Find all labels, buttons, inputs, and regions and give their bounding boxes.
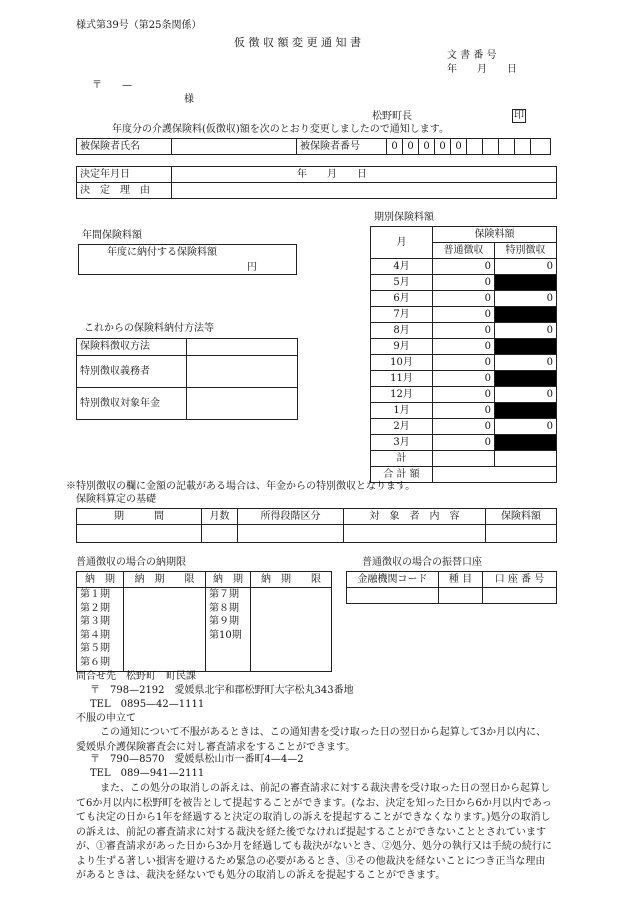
month-row	[371, 435, 557, 451]
basis-table	[76, 508, 557, 543]
insured-table	[76, 138, 551, 155]
month-row	[371, 275, 557, 291]
month-row	[371, 387, 557, 403]
deadlines-table	[76, 571, 332, 672]
month-label: 4月	[371, 259, 433, 275]
special-obligor-value	[187, 356, 298, 388]
postal-mark: 〒 —	[92, 80, 132, 91]
decision-reason-label: 決 定 理 由	[77, 183, 172, 199]
normal-amount: 0	[433, 291, 495, 307]
special-amount: 0	[495, 259, 557, 275]
basis-cell	[486, 525, 557, 543]
month-label: 6月	[371, 291, 433, 307]
special-note: ※特別徴収の欄に金額の記載がある場合は、年金からの特別徴収となります。	[66, 481, 416, 492]
normal-amount: 0	[433, 403, 495, 419]
insured-number-digit	[531, 139, 551, 155]
annual-heading: 年間保険料額	[82, 230, 142, 241]
normal-amount: 0	[433, 419, 495, 435]
basis-header-months: 月数	[202, 509, 238, 525]
annual-unit: 円	[247, 262, 257, 273]
insured-number-digit: 0	[451, 139, 467, 155]
normal-amount: 0	[433, 387, 495, 403]
month-label: 3月	[371, 435, 433, 451]
contact-line2: 〒 798—2192 愛媛県北宇和郡松野町大字松丸343番地	[90, 685, 354, 696]
deadline-terms-right	[206, 588, 251, 672]
basis-header-premium: 保険料額	[486, 509, 557, 525]
special-header: 特別徴収	[495, 243, 557, 259]
deadline-term: 第４期	[80, 629, 110, 641]
account-heading: 普通徴収の場合の振替口座	[362, 557, 482, 568]
normal-amount: 0	[433, 259, 495, 275]
insured-number-digit	[483, 139, 499, 155]
month-row	[371, 307, 557, 323]
premium-header: 保険料額	[433, 227, 557, 243]
special-amount: 0	[495, 387, 557, 403]
month-label: 5月	[371, 275, 433, 291]
deadline-terms-left	[77, 588, 124, 672]
basis-cell	[344, 525, 486, 543]
deadline-header-term: 納 期	[206, 572, 251, 588]
basis-cell	[238, 525, 344, 543]
deadline-header-term: 納 期	[77, 572, 124, 588]
insured-name-value	[172, 139, 297, 155]
deadline-header-date: 納 期 限	[124, 572, 206, 588]
special-amount	[495, 371, 557, 387]
collection-method-value	[187, 339, 298, 356]
month-label: 7月	[371, 307, 433, 323]
month-label: 11月	[371, 371, 433, 387]
decision-reason-value	[172, 183, 557, 199]
payment-method-table	[76, 338, 298, 420]
special-pension-label: 特別徴収対象年金	[77, 388, 187, 420]
special-amount: 0	[495, 323, 557, 339]
account-cell	[347, 588, 439, 604]
normal-amount: 0	[433, 339, 495, 355]
objection-paragraph2: また、この処分の取消しの訴えは、前記の審査請求に対する裁決書を受け取った日の翌日から起算して6か月以内に松野町を被告として提起することができます。(なお、決定を知った日から6か月以内であっても決定の日から1年を経過すると決定の取消しの訴えを提起することができなくなります。)処分の取消しの訴えは、前記の審査請求に対する裁決を経た後でなければ提起することができないこととされていますが、①審査請求があった日から3か月を経過しても裁決がないとき、②処分、処分の執行又は手続の続行により生ずる著しい損害を避けるため緊急の必要があるとき、③その他裁決を経ないことにつき正当な理由があるときは、裁決を経ないでも処分の取消しの訴えを提起することができます。	[76, 783, 552, 881]
special-amount	[495, 339, 557, 355]
objection-addr2: TEL 089—941—2111	[90, 768, 205, 779]
normal-amount: 0	[433, 307, 495, 323]
insured-number-digit: 0	[435, 139, 451, 155]
month-label: 1月	[371, 403, 433, 419]
payment-method-heading: これからの保険料納付方法等	[84, 323, 214, 334]
subtotal-special	[495, 451, 557, 467]
month-label: 8月	[371, 323, 433, 339]
month-row	[371, 323, 557, 339]
insured-number-digit	[515, 139, 531, 155]
insured-number-digit: 0	[403, 139, 419, 155]
deadline-term: 第８期	[209, 602, 239, 614]
issuer: 松野町長	[372, 111, 412, 122]
document-title: 仮 徴 収 額 変 更 通 知 書	[234, 36, 361, 49]
normal-amount: 0	[433, 355, 495, 371]
annual-label: 年度に納付する保険料額	[107, 247, 217, 258]
insured-number-digit	[467, 139, 483, 155]
special-pension-value	[187, 388, 298, 420]
account-cell	[439, 588, 483, 604]
insured-number-label: 被保険者番号	[297, 139, 387, 155]
decision-table	[76, 166, 557, 199]
deadline-dates-right	[251, 588, 332, 672]
decision-date-label: 決定年月日	[77, 167, 172, 183]
special-amount	[495, 307, 557, 323]
special-amount: 0	[495, 419, 557, 435]
sama-label: 様	[184, 94, 194, 105]
insured-number-digit: 0	[387, 139, 403, 155]
date-label: 年 月 日	[447, 64, 517, 75]
basis-cell	[202, 525, 238, 543]
account-header-bank-code: 金融機関コード	[347, 572, 439, 588]
deadline-term: 第10期	[209, 629, 242, 641]
subtotal-normal	[433, 451, 495, 467]
month-label: 12月	[371, 387, 433, 403]
account-header-type: 種 目	[439, 572, 483, 588]
deadline-term: 第５期	[80, 643, 110, 655]
month-row	[371, 259, 557, 275]
special-amount: 0	[495, 355, 557, 371]
basis-cell	[77, 525, 202, 543]
doc-number-label: 文 書 番 号	[447, 50, 497, 61]
month-label: 9月	[371, 339, 433, 355]
collection-method-label: 保険料徴収方法	[77, 339, 187, 356]
special-amount	[495, 275, 557, 291]
basis-header-subject: 対 象 者 内 容	[344, 509, 486, 525]
objection-addr1: 〒 790—8570 愛媛県松山市一番町4—4—2	[90, 754, 304, 765]
deadline-term: 第７期	[209, 589, 239, 600]
subtotal-label: 計	[371, 451, 433, 467]
seal-mark: 印	[514, 110, 524, 121]
special-amount	[495, 403, 557, 419]
special-amount	[495, 435, 557, 451]
objection-heading: 不服の申立て	[76, 713, 136, 724]
total-label: 合 計 額	[371, 467, 433, 483]
deadline-dates-left	[124, 588, 206, 672]
account-table	[346, 571, 557, 604]
insured-number-digit: 0	[419, 139, 435, 155]
month-row	[371, 419, 557, 435]
deadline-term: 第９期	[209, 616, 239, 628]
deadline-term: 第６期	[80, 656, 110, 668]
special-amount: 0	[495, 291, 557, 307]
annual-box	[78, 244, 297, 275]
normal-amount: 0	[433, 435, 495, 451]
account-header-number: 口 座 番 号	[483, 572, 557, 588]
objection-paragraph1: この通知について不服があるときは、この通知書を受け取った日の翌日から起算して3か月以内に、愛媛県介護保険審査会に対し審査請求をすることができます。	[76, 727, 547, 753]
basis-header-income-tier: 所得段階区分	[238, 509, 344, 525]
insured-number-digit	[499, 139, 515, 155]
periodic-heading: 期別保険料額	[374, 212, 434, 223]
normal-amount: 0	[433, 371, 495, 387]
month-row	[371, 371, 557, 387]
month-label: 2月	[371, 419, 433, 435]
intro-text: 年度分の介護保険料(仮徴収)額を次のとおり変更しましたので通知します。	[112, 124, 450, 135]
account-cell	[483, 588, 557, 604]
month-row	[371, 291, 557, 307]
periodic-table	[370, 226, 557, 483]
decision-date-value: 年 月 日	[172, 167, 557, 183]
basis-heading: 保険料算定の基礎	[76, 494, 156, 505]
month-row	[371, 403, 557, 419]
month-row	[371, 355, 557, 371]
total-value	[433, 467, 557, 483]
contact-line3: TEL 0895—42—1111	[90, 699, 205, 710]
basis-header-period: 期 間	[77, 509, 202, 525]
deadlines-heading: 普通徴収の場合の納期限	[76, 557, 186, 568]
special-obligor-label: 特別徴収義務者	[77, 356, 187, 388]
insured-name-label: 被保険者氏名	[77, 139, 172, 155]
deadline-term: 第３期	[80, 616, 110, 628]
normal-amount: 0	[433, 275, 495, 291]
month-label: 10月	[371, 355, 433, 371]
deadline-term: 第１期	[80, 589, 110, 600]
normal-header: 普通徴収	[433, 243, 495, 259]
month-row	[371, 339, 557, 355]
deadline-header-date: 納 期 限	[251, 572, 332, 588]
normal-amount: 0	[433, 323, 495, 339]
contact-line1: 問合せ先 松野町 町民課	[76, 671, 196, 682]
form-number: 様式第39号（第25条関係）	[76, 20, 202, 31]
deadline-term: 第２期	[80, 602, 110, 614]
month-header: 月	[371, 227, 433, 259]
